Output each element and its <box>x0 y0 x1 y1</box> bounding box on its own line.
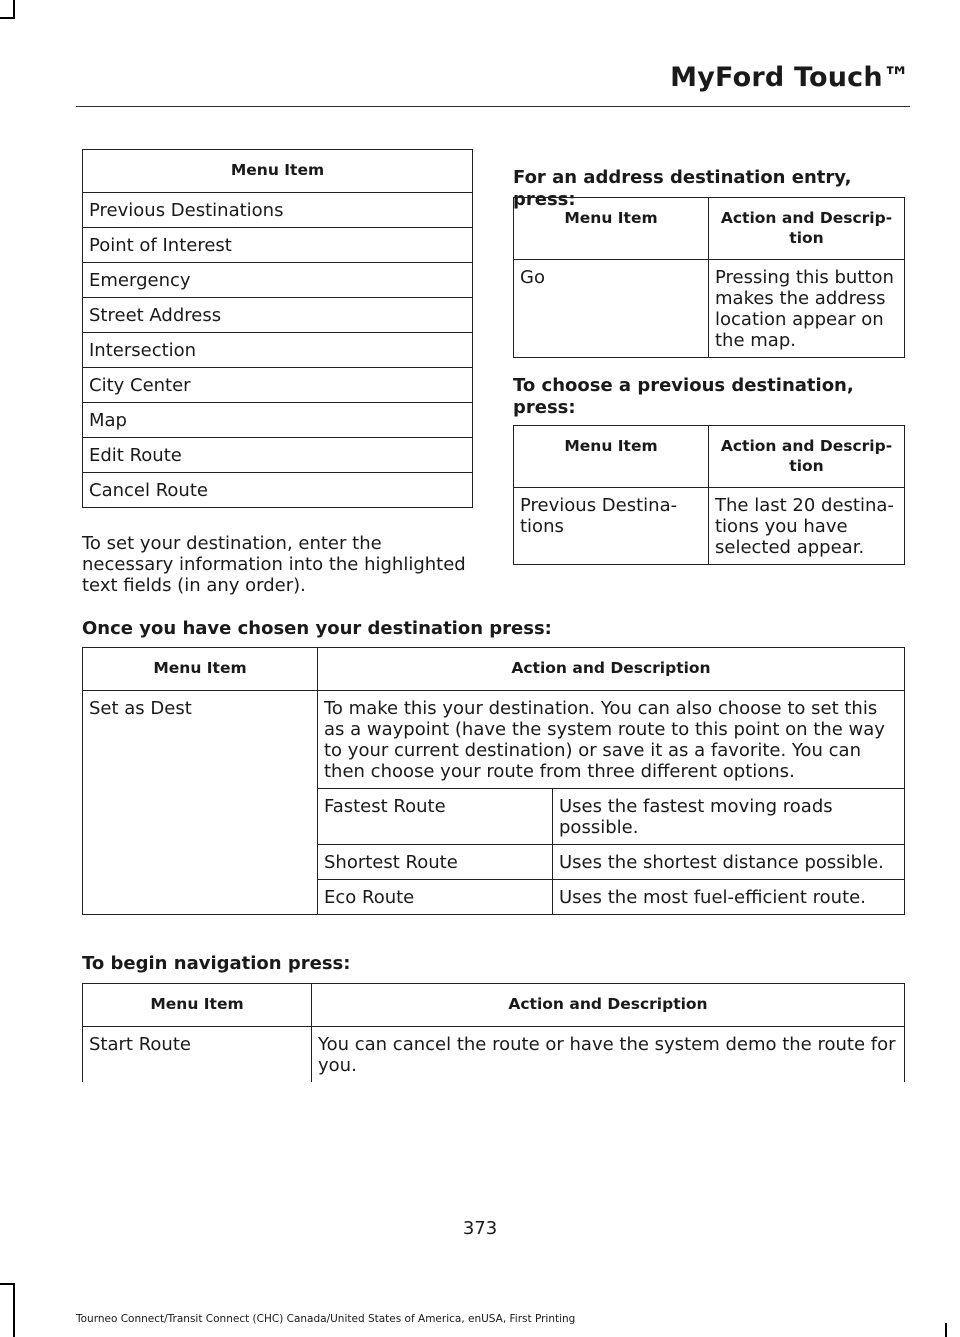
address-heading: For an address destination entry, press: <box>513 167 852 210</box>
table-cell-action: Pressing this button makes the address location appear on the map. <box>709 260 905 358</box>
menu-item: City Center <box>83 368 473 403</box>
menu-item-table <box>82 149 473 508</box>
table-cell-item: Previous Destina-tions <box>514 488 709 565</box>
page-number: 373 <box>462 1218 498 1239</box>
menu-item: Map <box>83 403 473 438</box>
footer-text: Tourneo Connect/Transit Connect (CHC) Canada/United States of America, enUSA, First Printing <box>76 1313 576 1325</box>
route-option-desc: Uses the most fuel-efficient route. <box>553 880 905 915</box>
set-destination-paragraph: To set your destination, enter the necessary information into the highlighted text fields (in any order). <box>82 533 466 596</box>
menu-item: Edit Route <box>83 438 473 473</box>
previous-table <box>513 425 905 565</box>
navigation-table <box>82 983 905 1082</box>
col-menu-item: Menu Item <box>83 648 318 691</box>
chosen-table <box>82 647 905 915</box>
header-divider <box>76 106 910 107</box>
table-cell-item: Go <box>514 260 709 358</box>
chosen-heading: Once you have chosen your destination press: <box>82 618 552 639</box>
menu-item: Emergency <box>83 263 473 298</box>
col-menu-item: Menu Item <box>514 198 709 260</box>
route-option-name: Shortest Route <box>318 845 553 880</box>
navigation-heading: To begin navigation press: <box>82 953 351 974</box>
col-menu-item: Menu Item <box>514 426 709 488</box>
col-action: Action and Description <box>318 648 905 691</box>
col-action: Action and Description <box>312 984 905 1027</box>
menu-item: Previous Destinations <box>83 193 473 228</box>
route-option-desc: Uses the shortest distance possible. <box>553 845 905 880</box>
col-action: Action and Descrip-tion <box>709 426 905 488</box>
crop-mark <box>945 1323 947 1337</box>
col-action: Action and Descrip-tion <box>709 198 905 260</box>
menu-item: Cancel Route <box>83 473 473 508</box>
crop-mark <box>0 1283 15 1285</box>
table-cell-description: To make this your destination. You can also choose to set this as a waypoint (have the system route to this point on the way to your current destination) or save it as a favorite. You can then choose your route from three different options. <box>318 691 905 789</box>
crop-mark <box>0 17 15 19</box>
menu-item: Point of Interest <box>83 228 473 263</box>
table-cell-item: Set as Dest <box>83 691 318 915</box>
table-cell-item: Start Route <box>83 1027 312 1083</box>
address-table <box>513 197 905 358</box>
crop-mark <box>13 1283 15 1337</box>
menu-item: Intersection <box>83 333 473 368</box>
previous-heading: To choose a previous destination, press: <box>513 375 854 418</box>
route-option-desc: Uses the fastest moving roads possible. <box>553 789 905 845</box>
route-option-name: Eco Route <box>318 880 553 915</box>
menu-item: Street Address <box>83 298 473 333</box>
crop-mark <box>13 0 15 17</box>
col-menu-item: Menu Item <box>83 984 312 1027</box>
page-title: MyFord Touch™ <box>670 62 910 93</box>
table-cell-action: You can cancel the route or have the system demo the route for you. <box>312 1027 905 1083</box>
menu-table-header: Menu Item <box>83 150 473 193</box>
table-cell-action: The last 20 destina-tions you have selected appear. <box>709 488 905 565</box>
route-option-name: Fastest Route <box>318 789 553 845</box>
